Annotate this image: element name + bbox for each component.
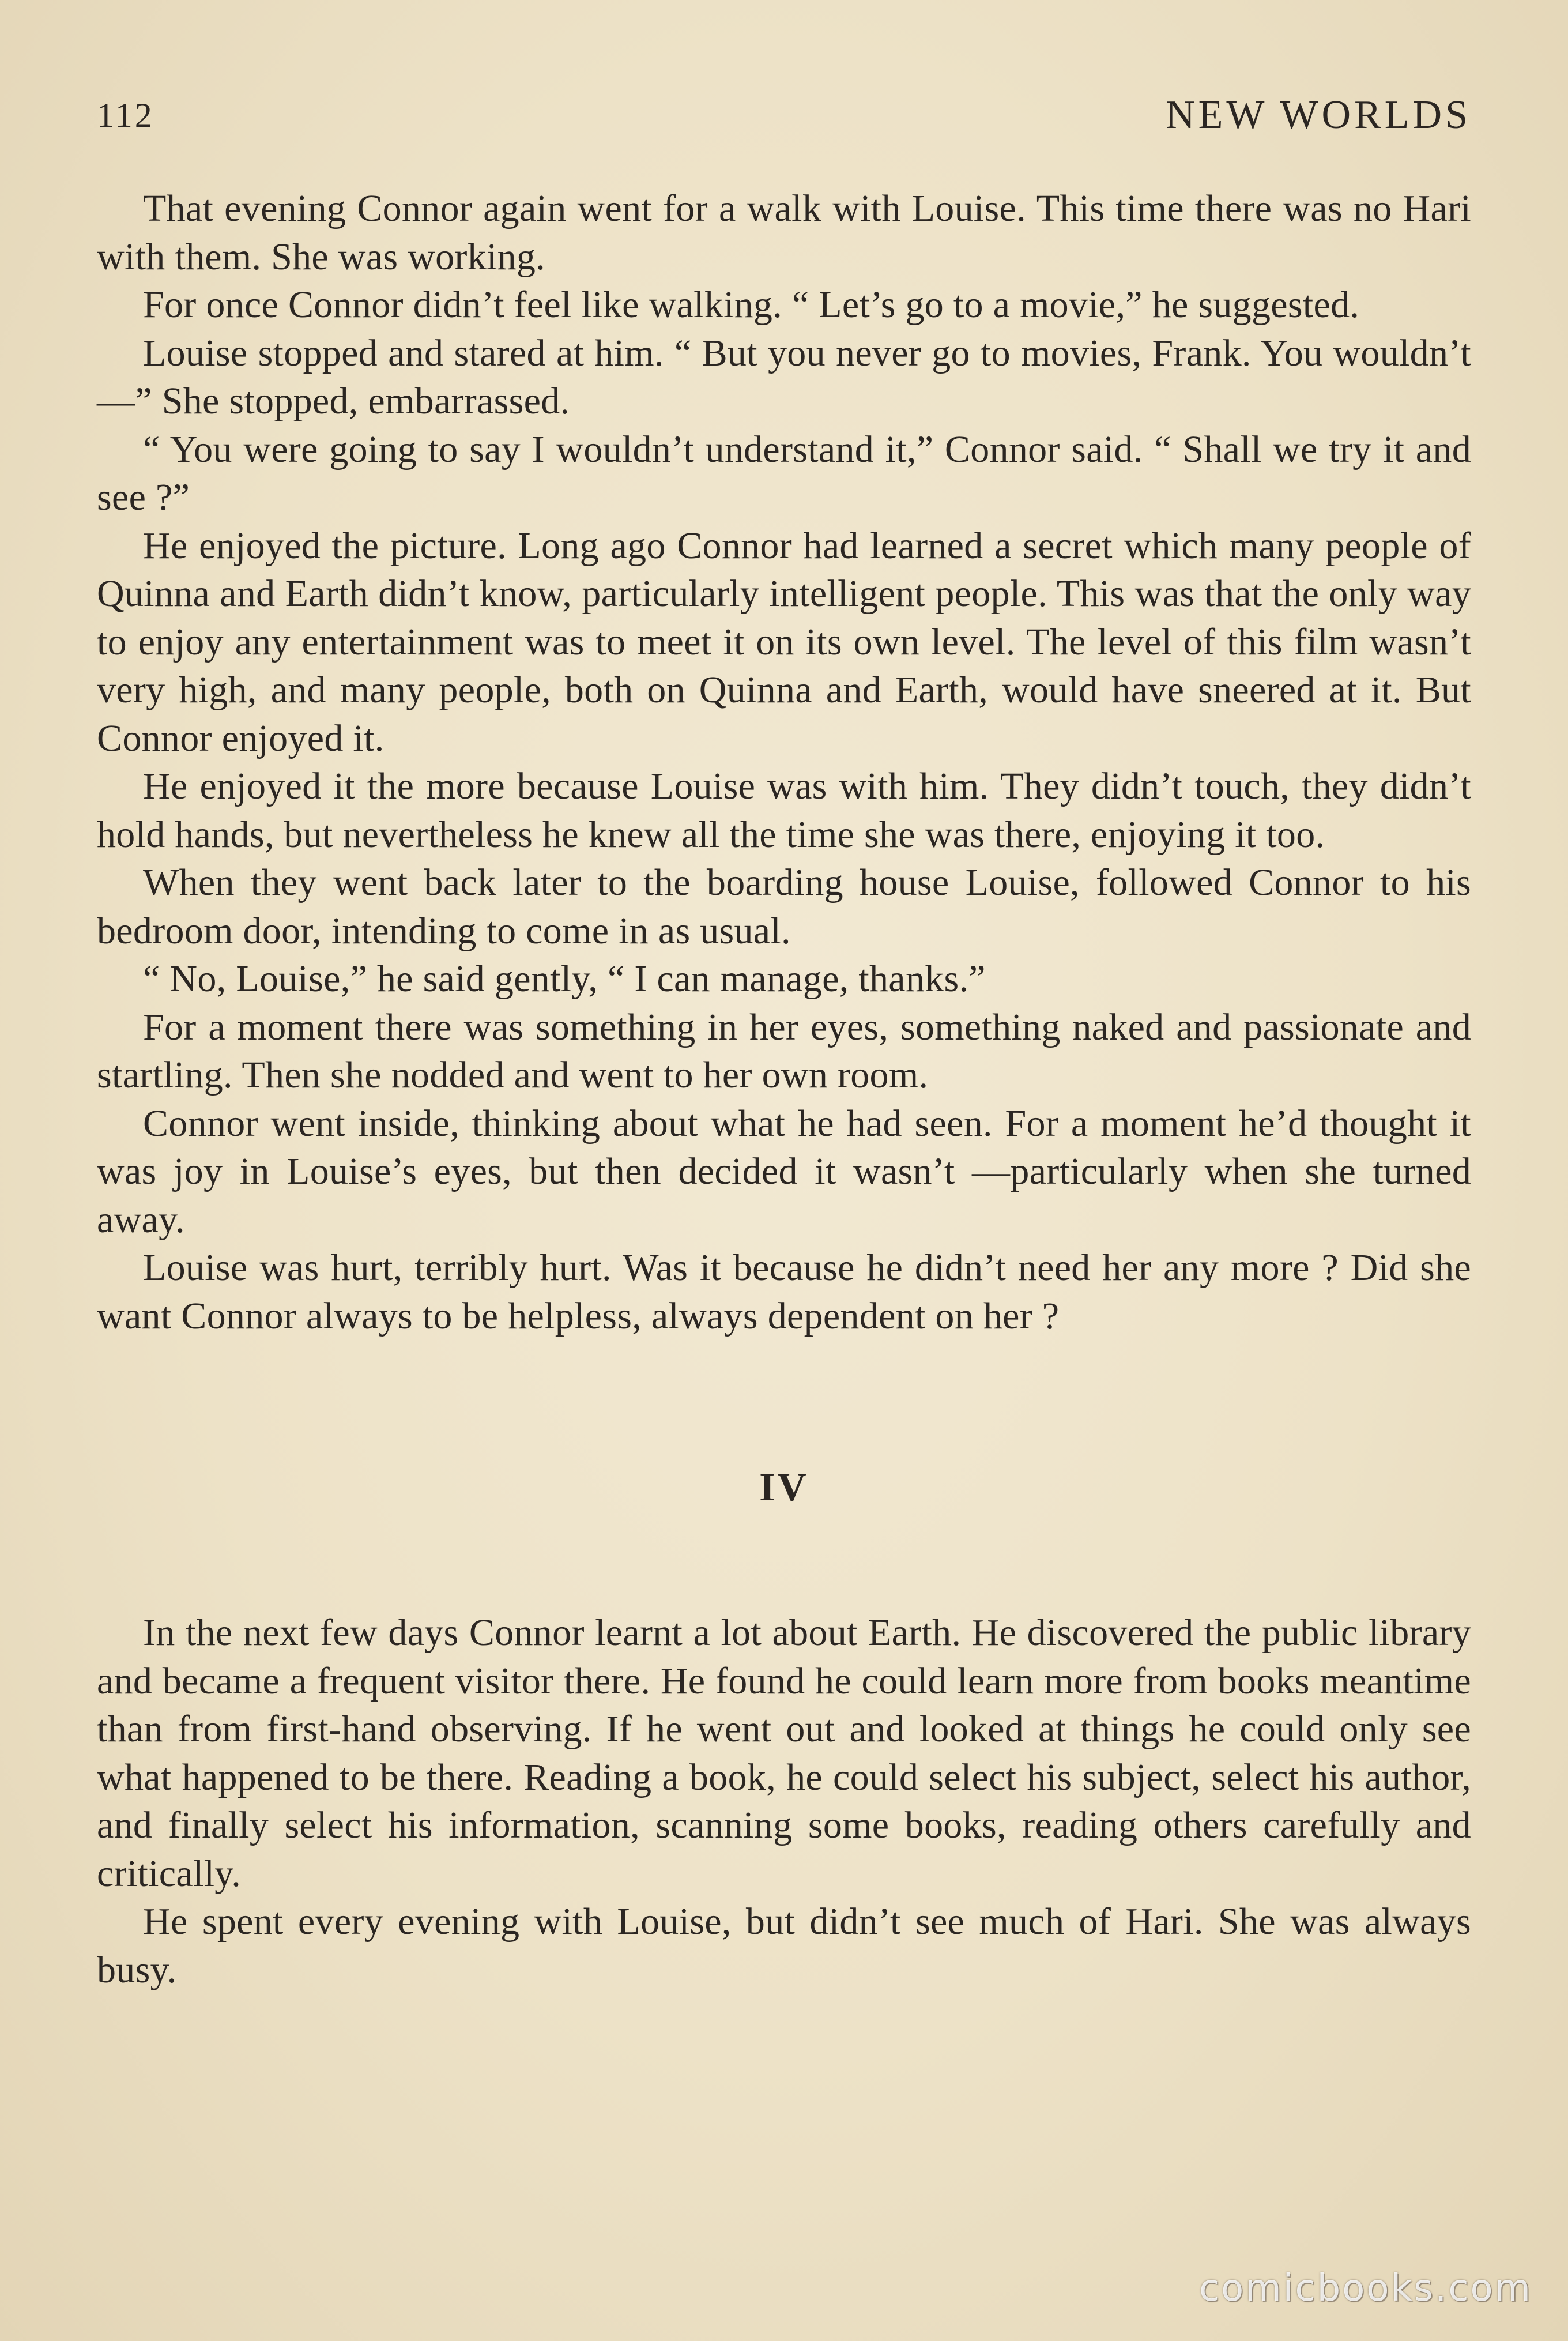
- paragraph: When they went back later to the boarding house Louise, followed Connor to his bedroom door, intending to come in as usual.: [97, 861, 1471, 952]
- section-spacer: [97, 1512, 1471, 1609]
- paragraph: He spent every evening with Louise, but didn’t see much of Hari. She was always busy.: [97, 1900, 1471, 1991]
- running-head: NEW WORLDS: [1166, 93, 1471, 137]
- page-header: [97, 86, 1471, 144]
- paragraph: Connor went inside, thinking about what he had seen. For a moment he’d thought it was joy in Louise’s eyes, but then decided it wasn’t —particularly when she turned away.: [97, 1102, 1471, 1241]
- paragraph: For a moment there was something in her eyes, something naked and passionate and startling. Then she nodded and went to her own room.: [97, 1006, 1471, 1096]
- paragraph: “ No, Louise,” he said gently, “ I can manage, thanks.”: [143, 958, 986, 1000]
- body-text: [97, 185, 1471, 1994]
- paragraph: In the next few days Connor learnt a lot about Earth. He discovered the public library and became a frequent visitor there. He found he could learn more from books meantime than from first-hand observing. If he went out and looked at things he could only see what happened to be there. Reading a book, he could select his subject, select his author, and finally select his information, scanning some books, reading others carefully and critically.: [97, 1612, 1471, 1895]
- paragraph: Louise stopped and stared at him. “ But you never go to movies, Frank. You wouldn’t—” She stopped, embarrassed.: [97, 332, 1471, 422]
- paragraph: He enjoyed the picture. Long ago Connor had learned a secret which many people of Quinna and Earth didn’t know, particularly intelligent people. This was that the only way to enjoy any entertainment was to meet it on its own level. The level of this film wasn’t very high, and many people, both on Quinna and Earth, would have sneered at it. But Connor enjoyed it.: [97, 524, 1471, 759]
- paragraph: Louise was hurt, terribly hurt. Was it because he didn’t need her any more ? Did she want Connor always to be helpless, always dependent on her ?: [97, 1247, 1471, 1337]
- paragraph: “ You were going to say I wouldn’t understand it,” Connor said. “ Shall we try it and see ?”: [97, 428, 1471, 518]
- paragraph: For once Connor didn’t feel like walking. “ Let’s go to a movie,” he suggested.: [143, 284, 1360, 326]
- section-heading: IV: [759, 1465, 809, 1510]
- watermark: comicbooks.com: [1198, 2267, 1532, 2310]
- paragraph: He enjoyed it the more because Louise was with him. They didn’t touch, they didn’t hold hands, but nevertheless he knew all the time she was there, enjoying it too.: [97, 765, 1471, 856]
- page-number: 112: [97, 96, 154, 134]
- paragraph: That evening Connor again went for a walk with Louise. This time there was no Hari with them. She was working.: [97, 187, 1471, 278]
- section-spacer: [97, 1340, 1471, 1463]
